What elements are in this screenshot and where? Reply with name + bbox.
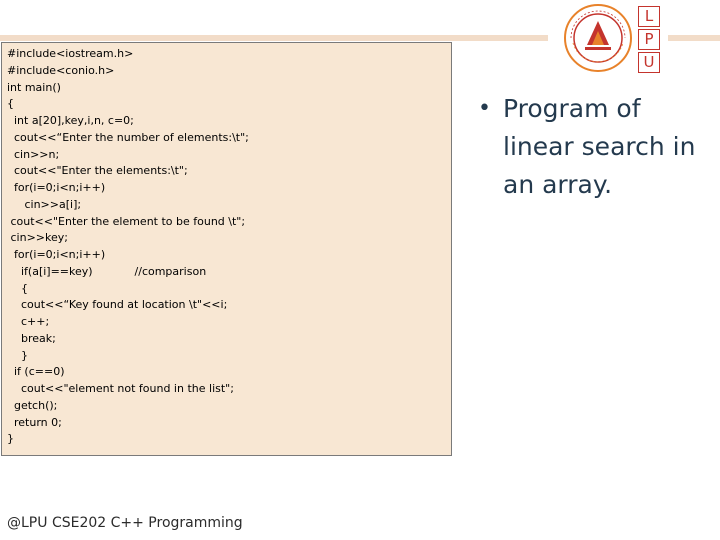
code-line: } — [7, 348, 28, 362]
code-line: for(i=0;i<n;i++) — [7, 181, 106, 194]
code-line: cout<<"Enter the elements:\t"; — [7, 164, 188, 178]
lpu-letters — [638, 6, 660, 75]
code-line: cout<<“Key found at location \t"<<i; — [7, 298, 228, 312]
code-line: { — [7, 97, 14, 111]
code-line: cin>>n; — [7, 147, 60, 161]
code-line: for(i=0;i<n;i++) — [7, 248, 106, 261]
code-line: cin>>key; — [7, 231, 68, 245]
code-line: { — [7, 281, 28, 295]
header-rule-left — [0, 35, 548, 41]
code-line: cout<<"element not found in the list"; — [7, 382, 234, 395]
code-line: cin>>a[i]; — [7, 197, 82, 211]
code-line: if(a[i]==key) //comparison — [7, 264, 207, 278]
header-rule-right — [668, 35, 720, 41]
code-line: #include<iostream.h> — [7, 47, 134, 60]
code-line: if (c==0) — [7, 365, 65, 379]
code-line: c++; — [7, 315, 50, 328]
logo-letter-p: P — [638, 29, 660, 50]
bullet-item — [478, 90, 710, 204]
code-line: } — [7, 432, 14, 446]
bullet-icon: • — [478, 96, 491, 121]
code-line: return 0; — [7, 415, 62, 429]
code-line: int a[20],key,i,n, c=0; — [7, 114, 134, 127]
code-line: break; — [7, 331, 56, 345]
code-listing — [1, 42, 452, 456]
bullet-text: Program of linear search in an array. — [503, 94, 696, 199]
code-line: cout<<"Enter the element to be found \t"; — [7, 214, 246, 228]
code-line: cout<<“Enter the number of elements:\t"; — [7, 130, 249, 144]
logo-letter-l: L — [638, 6, 660, 27]
code-line: #include<conio.h> — [7, 63, 115, 77]
footer-course-label: @LPU CSE202 C++ Programming — [7, 515, 243, 531]
code-line: getch(); — [7, 398, 58, 412]
code-line: int main() — [7, 80, 61, 94]
logo-letter-u: U — [638, 52, 660, 73]
